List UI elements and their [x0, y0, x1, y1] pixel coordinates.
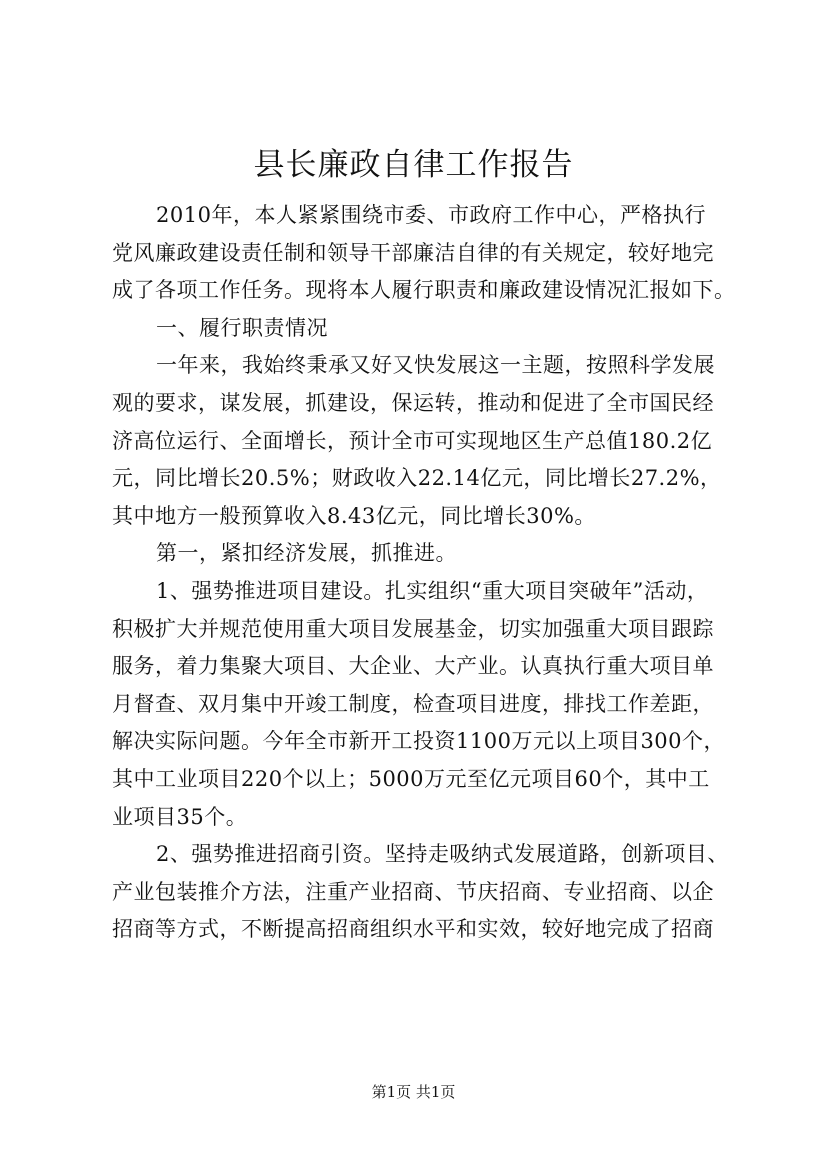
subsection-heading: 第一，紧扣经济发展，抓推进。	[156, 541, 457, 566]
paragraph-line: 2010年，本人紧紧围绕市委、市政府工作中心，严格执行	[156, 203, 706, 227]
paragraph-line: 观的要求，谋发展，抓建设，保运转，推动和促进了全市国民经	[112, 390, 714, 415]
paragraph-line: 月督查、双月集中开竣工制度，检查项目进度，排找工作差距，	[112, 691, 714, 716]
paragraph-line: 2、强势推进招商引资。坚持走吸纳式发展道路，创新项目、	[156, 842, 729, 867]
document-title: 县长廉政自律工作报告	[253, 147, 574, 183]
paragraph-line: 解决实际问题。今年全市新开工投资1100万元以上项目300个，	[112, 729, 726, 754]
paragraph-line: 其中地方一般预算收入8.43亿元，同比增长30%。	[112, 503, 596, 528]
page-number-footer: 第1页 共1页	[371, 1083, 456, 1101]
paragraph-line: 济高位运行、全面增长，预计全市可实现地区生产总值180.2亿	[112, 428, 713, 453]
paragraph-line: 业项目35个。	[112, 804, 248, 829]
paragraph-line: 1、强势推进项目建设。扎实组织“重大项目突破年”活动，	[156, 578, 709, 603]
document-body	[112, 197, 742, 949]
paragraph-line: 党风廉政建设责任制和领导干部廉洁自律的有关规定，较好地完	[112, 240, 714, 265]
paragraph-line: 成了各项工作任务。现将本人履行职责和廉政建设情况汇报如下。	[112, 278, 736, 303]
paragraph-line: 服务，着力集聚大项目、大企业、大产业。认真执行重大项目单	[112, 654, 714, 679]
paragraph-line: 一年来，我始终秉承又好又快发展这一主题，按照科学发展	[156, 353, 715, 378]
paragraph-line: 积极扩大并规范使用重大项目发展基金，切实加强重大项目跟踪	[112, 616, 714, 641]
paragraph-line: 招商等方式，不断提高招商组织水平和实效，较好地完成了招商	[112, 917, 714, 942]
section-heading: 一、履行职责情况	[156, 315, 328, 340]
paragraph-line: 产业包装推介方法，注重产业招商、节庆招商、专业招商、以企	[112, 879, 714, 904]
paragraph-line: 其中工业项目220个以上；5000万元至亿元项目60个，其中工	[112, 766, 710, 791]
paragraph-line: 元，同比增长20.5%；财政收入22.14亿元，同比增长27.2%，	[112, 466, 722, 491]
